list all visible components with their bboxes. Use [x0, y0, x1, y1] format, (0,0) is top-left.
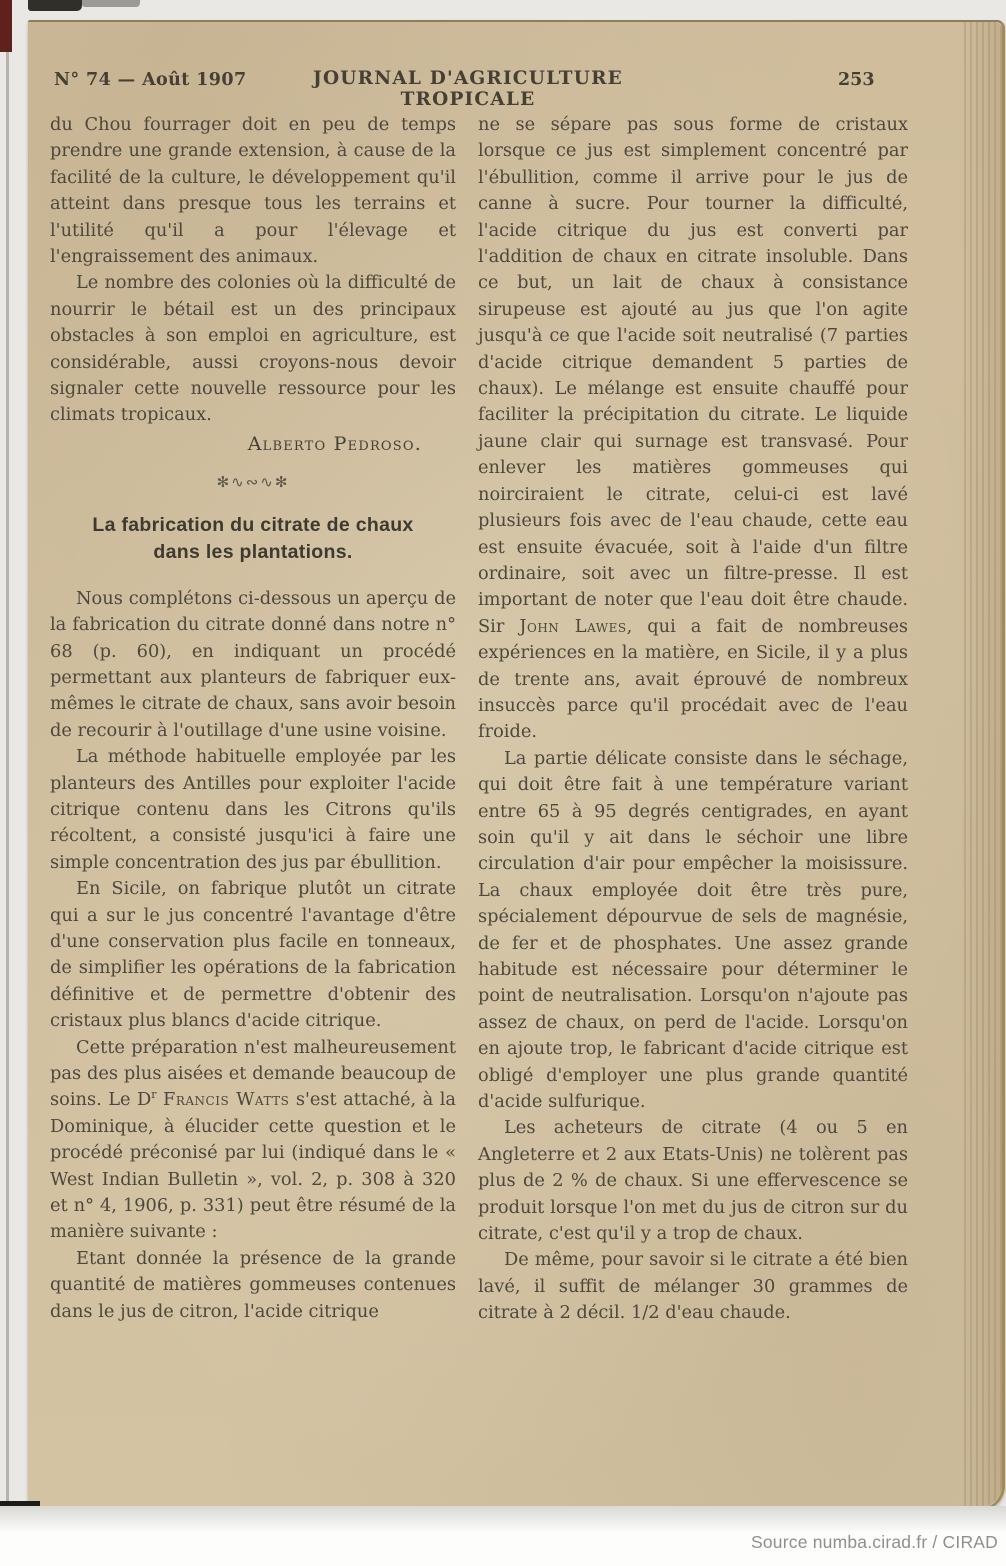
column-left	[50, 112, 456, 1325]
paragraph-citrate-6: ne se sépare pas sous forme de cristaux lorsque ce jus est simplement concentré par l'ébullition, comme il arrive pour le jus de canne à sucre. Pour tourner la difficulté, l'acide citrique du jus est converti par l'addition de chaux en citrate insoluble. Dans ce but, un lait de chaux à consistance sirupeuse est ajouté au jus que l'on agite jusqu'à ce que l'acide soit neutralisé (7 parties d'acide citrique demandent 5 parties de chaux). Le mélange est ensuite chauffé pour faciliter la précipitation du citrate. Le liquide jaune clair qui surnage est transvasé. Pour enlever les matières gommeuses qui noirciraient le citrate, celui-ci est lavé plusieurs fois avec de l'eau chaude, cette eau est ensuite évacuée, soit à l'aide d'un filtre ordinaire, soit avec un filtre-presse. Il est important de noter que l'eau doit être chaude. Sir John Lawes, qui a fait de nombreuses expériences en la matière, en Sicile, il y a plus de trente ans, avait éprouvé de nombreux insuccès parce qu'il procédait avec de l'eau froide.	[478, 114, 908, 743]
binding-shadow-faint	[82, 0, 140, 7]
paragraph-citrate-3: En Sicile, on fabrique plutôt un citrate qui a sur le jus concentré l'avantage d'être d'une conservation plus facile en tonneaux, de simplifier les opérations de la fabrication définitive et de permettre d'obtenir des cristaux plus blancs d'acide citrique.	[50, 878, 456, 1032]
author-signature: Alberto Pedroso.	[247, 432, 422, 455]
section-divider-ornament-icon: ✻∿∾∿✻	[216, 473, 290, 492]
paragraph-citrate-2: La méthode habituelle employée par les planteurs des Antilles pour exploiter l'acide citrique contenu dans les Citrons qu'ils récoltent, a consisté jusqu'ici à faire une simple concentration des jus par ébullition.	[50, 746, 456, 873]
paragraph-chou-continuation: du Chou fourrager doit en peu de temps prendre une grande extension, à cause de la facilité de la culture, le développement qu'il atteint dans presque tous les terrains et l'utilité qu'il a pour l'élevage et l'engraissement des animaux.	[50, 114, 456, 268]
book-spine-fragment	[0, 0, 12, 52]
paragraph-citrate-4: Cette préparation n'est malheureusement pas des plus aisées et demande beaucoup de soins. Le $D^r$ Francis Watts s'est attaché, à la Dominique, à élucider cette question et le procédé préconisé par lui (indiqué dans le « West Indian Bulletin », vol. 2, p. 308 à 320 et n° 4, 1906, p. 331) peut être résumé de la manière suivante :	[50, 1036, 457, 1243]
paragraph-citrate-5: Etant donnée la présence de la grande quantité de matières gommeuses contenues dans le jus de citron, l'acide citrique	[50, 1247, 456, 1322]
header-issue: N° 74 — Août 1907	[54, 70, 247, 90]
paragraph-citrate-8: Les acheteurs de citrate (4 ou 5 en Angleterre et 2 aux Etats-Unis) ne tolèrent pas plus de 2 % de chaux. Si une effervescence se produit lorsque l'on met du jus de citron sur du citrate, c'est qu'il y a trop de chaux.	[478, 1117, 908, 1245]
paragraph-chou-2: Le nombre des colonies où la difficulté de nourrir le bétail est un des principaux obstacles à son emploi en agriculture, est considérable, aussi croyons-nous devoir signaler cette nouvelle ressource pour les climats tropicaux.	[50, 272, 456, 426]
header-journal-title: JOURNAL D'AGRICULTURE TROPICALE	[313, 68, 623, 110]
scan-edge-line	[6, 0, 9, 1506]
paragraph-citrate-9: De même, pour savoir si le citrate a été bien lavé, il suffit de mélanger 30 grammes de citrate à 2 décil. 1/2 d'eau chaude.	[478, 1249, 908, 1324]
column-right	[478, 112, 908, 1327]
header-page-number: 253	[838, 70, 875, 90]
binding-shadow	[28, 0, 82, 11]
paragraph-citrate-7: La partie délicate consiste dans le séchage, qui doit être fait à une température variant entre 65 à 95 degrés centigrades, en ayant soin qu'il y ait dans le séchoir une libre circulation d'air pour empêcher la moisissure. La chaux employée doit être très pure, spécialement dépourvue de sels de magnésie, de fer et de phosphates. Une assez grande habitude est nécessaire pour déterminer le point de neutralisation. Lorsqu'on n'ajoute pas assez de chaux, on perd de l'acide. Lorsqu'on en ajoute trop, le fabricant d'acide citrique est obligé d'employer une plus grande quantité d'acide sulfurique.	[478, 747, 908, 1113]
book-fore-edge	[960, 22, 1002, 1508]
scanned-page	[28, 20, 1005, 1510]
article-title: La fabrication du citrate de chaux dans les plantations.	[92, 513, 414, 563]
source-credit: Source numba.cirad.fr / CIRAD	[751, 1532, 998, 1552]
paragraph-citrate-1: Nous complétons ci-dessous un aperçu de la fabrication du citrate donné dans notre n° 68 (p. 60), en indiquant un procédé permettant aux planteurs de fabriquer eux-mêmes le citrate de chaux, sans avoir besoin de recourir à l'outillage d'une usine voisine.	[50, 587, 456, 741]
